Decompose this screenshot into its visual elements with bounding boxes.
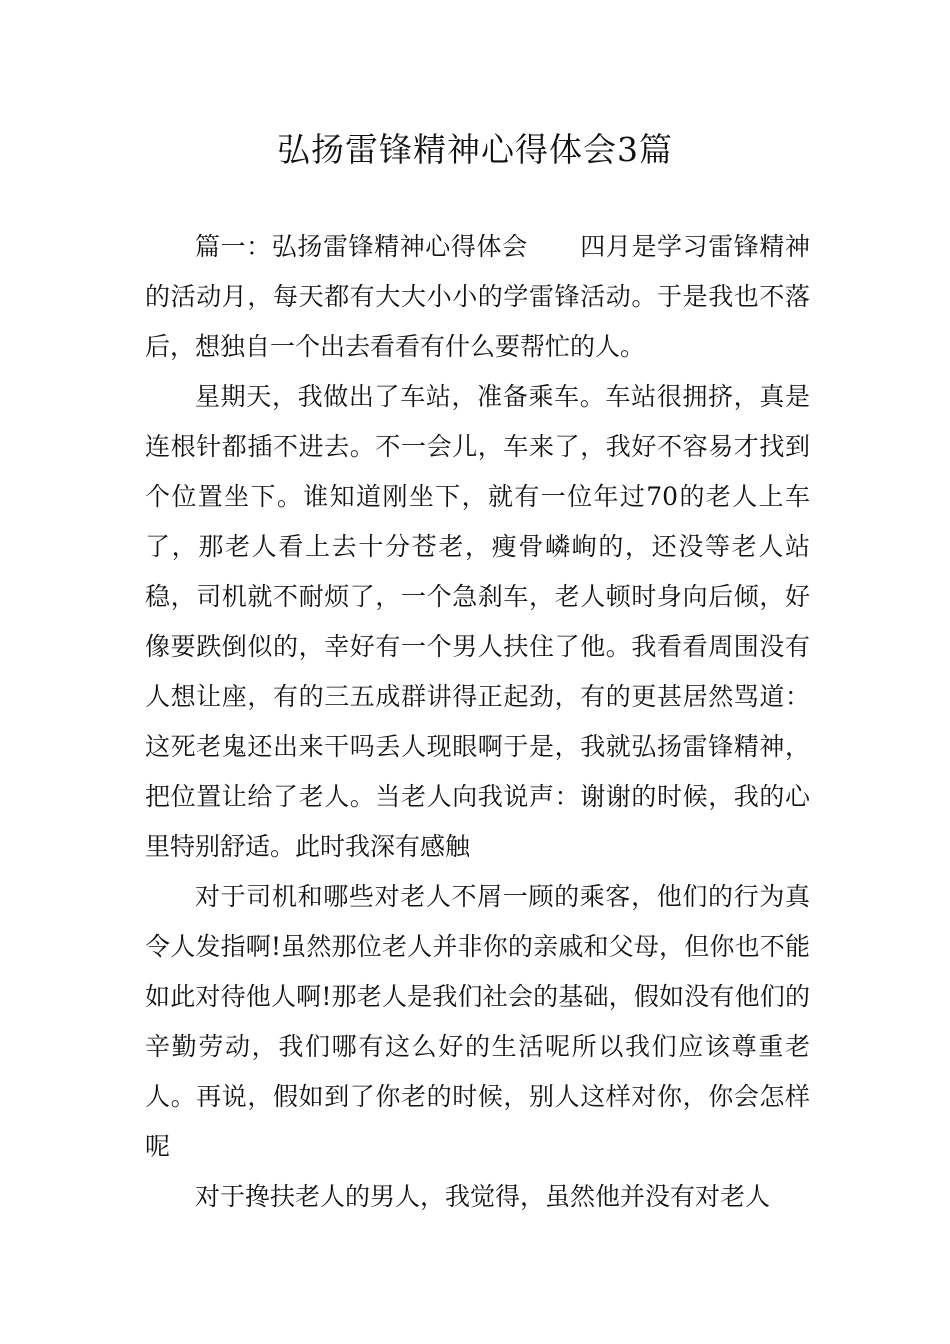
paragraph-text: 四月是学习雷锋精神的活动月，每天都有大大小小的学雷锋活动。于是我也不落后，想独自一个出去看看有什么要帮忙的人。 bbox=[145, 232, 810, 361]
section-heading: 篇一：弘扬雷锋精神心得体会 bbox=[195, 232, 528, 261]
paragraph: 对于司机和哪些对老人不屑一顾的乘客，他们的行为真令人发指啊!虽然那位老人并非你的亲戚和父母，但你也不能如此对待他人啊!那老人是我们社会的基础，假如没有他们的辛勤劳动，我们哪有这么好的生活呢所以我们应该尊重老人。再说，假如到了你老的时候，别人这样对你，你会怎样呢 bbox=[145, 882, 810, 1161]
document-body bbox=[145, 222, 810, 1222]
paragraph: 对于搀扶老人的男人，我觉得，虽然他并没有对老人 bbox=[195, 1182, 771, 1211]
first-paragraph bbox=[145, 222, 810, 372]
paragraph: 星期天，我做出了车站，准备乘车。车站很拥挤，真是连根针都插不进去。不一会儿，车来了，我好不容易才找到个位置坐下。谁知道刚坐下，就有一位年过70的老人上车了，那老人看上去十分苍老，瘦骨嶙峋的，还没等老人站稳，司机就不耐烦了，一个急刹车，老人顿时身向后倾，好像要跌倒似的，幸好有一个男人扶住了他。我看看周围没有人想让座，有的三五成群讲得正起劲，有的更甚居然骂道：这死老鬼还出来干吗丢人现眼啊于是，我就弘扬雷锋精神，把位置让给了老人。当老人向我说声：谢谢的时候，我的心里特别舒适。此时我深有感触 bbox=[145, 382, 810, 861]
document-title: 弘扬雷锋精神心得体会3篇 bbox=[277, 130, 673, 169]
